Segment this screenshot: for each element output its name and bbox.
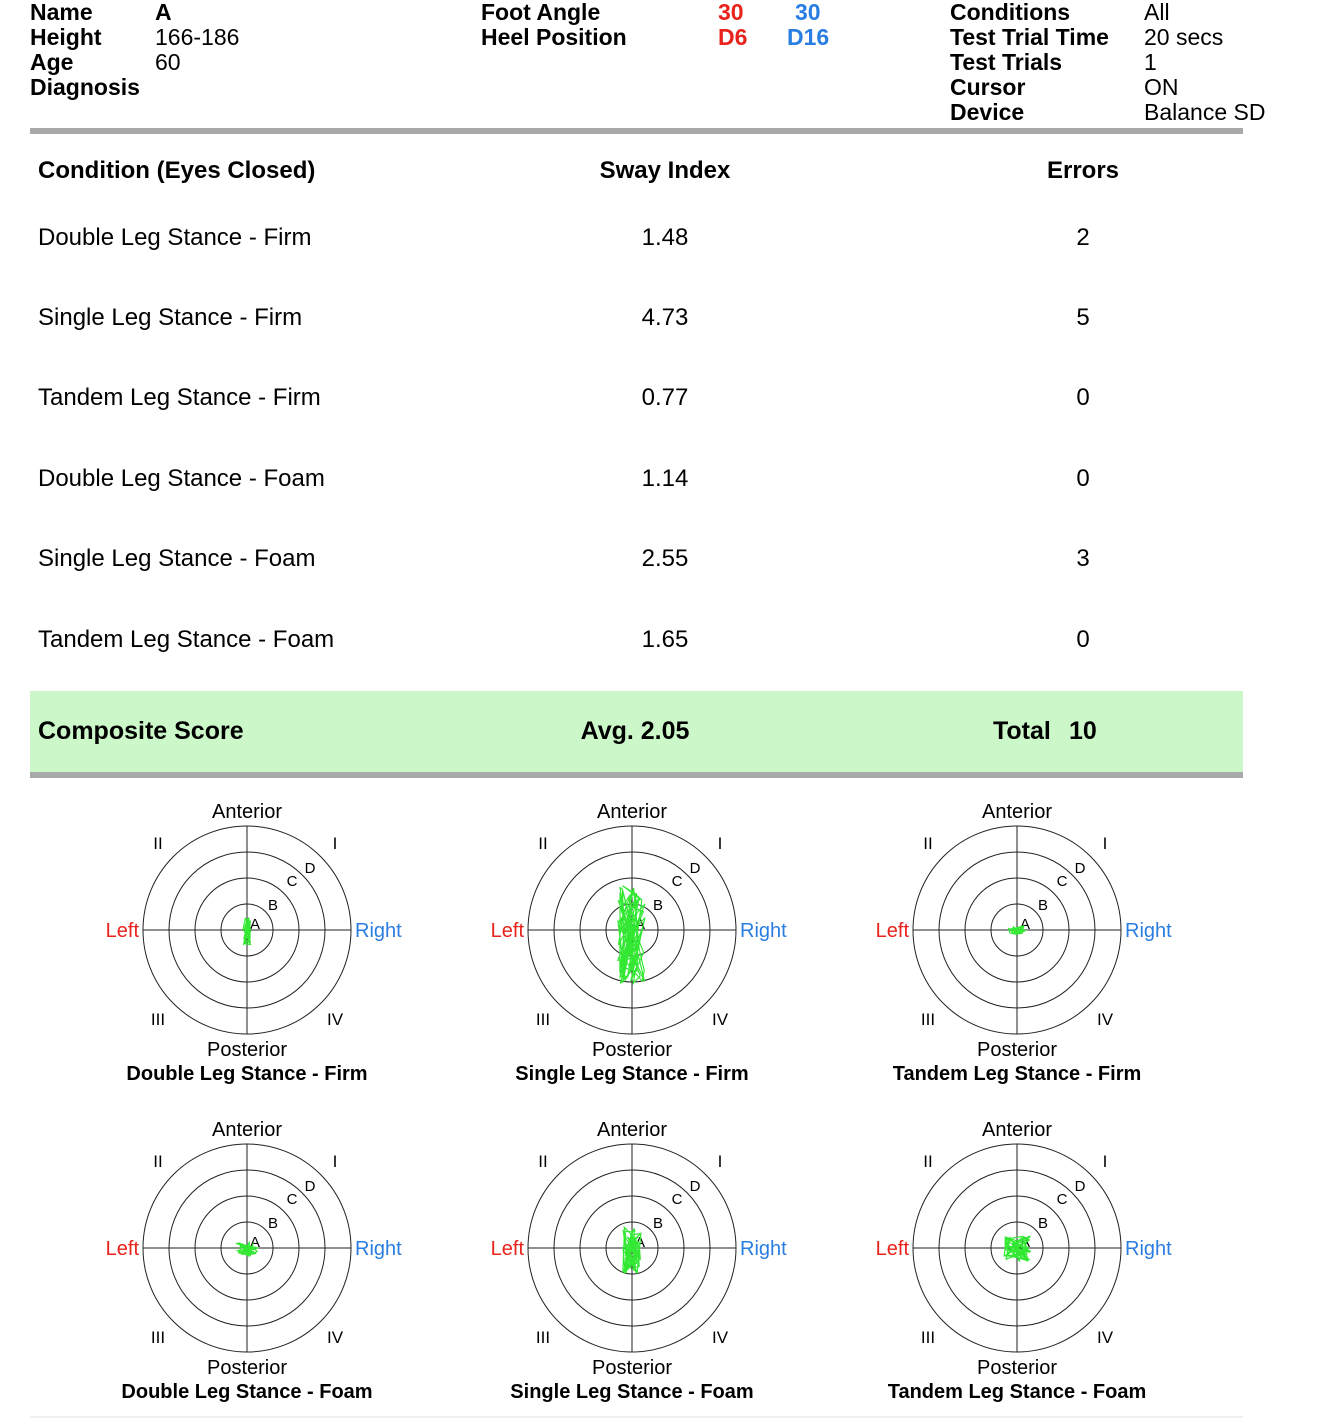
quadrant-iv-label: IV bbox=[1096, 1328, 1114, 1347]
composite-average: Avg. 2.05 bbox=[580, 717, 690, 745]
ring-label-c: C bbox=[286, 1191, 298, 1208]
conditions-label: Conditions bbox=[950, 0, 1071, 25]
errors-cell: 3 bbox=[1076, 545, 1090, 572]
plot-caption: Double Leg Stance - Firm bbox=[126, 1063, 368, 1085]
sway-index-cell: 1.14 bbox=[641, 465, 689, 492]
right-label: Right bbox=[355, 1238, 402, 1260]
anterior-label: Anterior bbox=[981, 1119, 1053, 1141]
plot-caption: Tandem Leg Stance - Firm bbox=[892, 1063, 1142, 1085]
errors-cell: 2 bbox=[1076, 224, 1090, 251]
left-label: Left bbox=[105, 1238, 139, 1260]
ring-label-d: D bbox=[304, 1178, 316, 1195]
sway-trace bbox=[1009, 926, 1026, 934]
quadrant-iii-label: III bbox=[535, 1010, 551, 1029]
foot-angle-left-value: 30 bbox=[718, 0, 744, 25]
stability-plot bbox=[87, 800, 407, 1060]
right-label: Right bbox=[355, 920, 402, 942]
trial-time-label: Test Trial Time bbox=[950, 24, 1109, 50]
ring-label-b: B bbox=[652, 897, 664, 914]
quadrant-i-label: I bbox=[332, 834, 338, 853]
ring-label-a: A bbox=[249, 916, 261, 933]
cursor-label: Cursor bbox=[950, 74, 1026, 100]
ring-label-b: B bbox=[267, 1215, 279, 1232]
ring-label-c: C bbox=[671, 873, 683, 890]
composite-total-value: 10 bbox=[1069, 717, 1097, 745]
height-value: 166-186 bbox=[155, 24, 240, 50]
plot-caption: Single Leg Stance - Firm bbox=[515, 1063, 749, 1085]
device-value: Balance SD bbox=[1144, 99, 1266, 125]
sway-index-column-header: Sway Index bbox=[599, 157, 731, 184]
quadrant-iv-label: IV bbox=[711, 1328, 729, 1347]
condition-cell: Double Leg Stance - Firm bbox=[38, 224, 312, 251]
sway-index-cell: 1.48 bbox=[641, 224, 689, 251]
right-label: Right bbox=[1125, 1238, 1172, 1260]
quadrant-ii-label: II bbox=[923, 1152, 933, 1171]
posterior-label: Posterior bbox=[206, 1039, 288, 1060]
condition-cell: Double Leg Stance - Foam bbox=[38, 465, 325, 492]
name-label: Name bbox=[30, 0, 93, 25]
errors-cell: 0 bbox=[1076, 626, 1090, 653]
diagnosis-label: Diagnosis bbox=[30, 74, 140, 100]
composite-total-label: Total bbox=[993, 717, 1051, 745]
posterior-label: Posterior bbox=[976, 1039, 1058, 1060]
composite-score-label: Composite Score bbox=[38, 717, 244, 745]
plot-caption: Double Leg Stance - Foam bbox=[121, 1381, 373, 1403]
ring-label-c: C bbox=[1056, 1191, 1068, 1208]
footer-divider bbox=[30, 1416, 1243, 1418]
sway-trace bbox=[618, 886, 645, 984]
condition-cell: Single Leg Stance - Foam bbox=[38, 545, 316, 572]
sway-index-cell: 4.73 bbox=[641, 304, 689, 331]
conditions-value: All bbox=[1144, 0, 1170, 25]
plot-caption: Single Leg Stance - Foam bbox=[510, 1381, 754, 1403]
stability-plot bbox=[472, 1118, 792, 1378]
test-trials-label: Test Trials bbox=[950, 49, 1063, 75]
quadrant-ii-label: II bbox=[153, 834, 163, 853]
ring-label-b: B bbox=[1037, 897, 1049, 914]
quadrant-iv-label: IV bbox=[1096, 1010, 1114, 1029]
ring-label-c: C bbox=[1056, 873, 1068, 890]
condition-cell: Tandem Leg Stance - Firm bbox=[38, 384, 321, 411]
test-trials-value: 1 bbox=[1144, 49, 1157, 75]
ring-label-d: D bbox=[304, 860, 316, 877]
stability-plot bbox=[857, 1118, 1177, 1378]
ring-label-a: A bbox=[634, 916, 646, 933]
anterior-label: Anterior bbox=[596, 1119, 668, 1141]
ring-label-a: A bbox=[634, 1234, 646, 1251]
quadrant-iii-label: III bbox=[920, 1328, 936, 1347]
sway-index-cell: 1.65 bbox=[641, 626, 689, 653]
left-label: Left bbox=[490, 920, 524, 942]
left-label: Left bbox=[105, 920, 139, 942]
errors-cell: 0 bbox=[1076, 465, 1090, 492]
anterior-label: Anterior bbox=[596, 801, 668, 823]
quadrant-iii-label: III bbox=[535, 1328, 551, 1347]
sway-trace bbox=[1004, 1236, 1031, 1261]
quadrant-i-label: I bbox=[332, 1152, 338, 1171]
ring-label-d: D bbox=[689, 1178, 701, 1195]
composite-divider bbox=[30, 772, 1243, 778]
errors-cell: 0 bbox=[1076, 384, 1090, 411]
quadrant-iii-label: III bbox=[150, 1010, 166, 1029]
anterior-label: Anterior bbox=[211, 801, 283, 823]
ring-label-b: B bbox=[652, 1215, 664, 1232]
ring-label-a: A bbox=[249, 1234, 261, 1251]
heel-position-right-value: D16 bbox=[787, 24, 830, 50]
left-label: Left bbox=[875, 920, 909, 942]
cursor-value: ON bbox=[1144, 74, 1179, 100]
name-value: A bbox=[155, 0, 172, 25]
right-label: Right bbox=[740, 1238, 787, 1260]
age-value: 60 bbox=[155, 49, 181, 75]
ring-label-b: B bbox=[267, 897, 279, 914]
trial-time-value: 20 secs bbox=[1144, 24, 1224, 50]
anterior-label: Anterior bbox=[211, 1119, 283, 1141]
ring-label-a: A bbox=[1019, 916, 1031, 933]
posterior-label: Posterior bbox=[976, 1357, 1058, 1378]
quadrant-i-label: I bbox=[717, 834, 723, 853]
anterior-label: Anterior bbox=[981, 801, 1053, 823]
right-label: Right bbox=[1125, 920, 1172, 942]
condition-column-header: Condition (Eyes Closed) bbox=[38, 157, 316, 184]
height-label: Height bbox=[30, 24, 102, 50]
left-label: Left bbox=[875, 1238, 909, 1260]
ring-label-d: D bbox=[1074, 860, 1086, 877]
ring-label-d: D bbox=[1074, 1178, 1086, 1195]
sway-index-cell: 2.55 bbox=[641, 545, 689, 572]
quadrant-iv-label: IV bbox=[711, 1010, 729, 1029]
stability-plot bbox=[472, 800, 792, 1060]
errors-column-header: Errors bbox=[1046, 157, 1120, 184]
quadrant-iv-label: IV bbox=[326, 1010, 344, 1029]
quadrant-ii-label: II bbox=[538, 834, 548, 853]
quadrant-ii-label: II bbox=[153, 1152, 163, 1171]
right-label: Right bbox=[740, 920, 787, 942]
sway-index-cell: 0.77 bbox=[641, 384, 689, 411]
ring-label-d: D bbox=[689, 860, 701, 877]
posterior-label: Posterior bbox=[591, 1357, 673, 1378]
quadrant-i-label: I bbox=[1102, 834, 1108, 853]
ring-label-b: B bbox=[1037, 1215, 1049, 1232]
header-divider bbox=[30, 128, 1243, 134]
device-label: Device bbox=[950, 99, 1025, 125]
errors-cell: 5 bbox=[1076, 304, 1090, 331]
quadrant-ii-label: II bbox=[923, 834, 933, 853]
quadrant-i-label: I bbox=[717, 1152, 723, 1171]
quadrant-iii-label: III bbox=[150, 1328, 166, 1347]
ring-label-c: C bbox=[671, 1191, 683, 1208]
quadrant-iii-label: III bbox=[920, 1010, 936, 1029]
posterior-label: Posterior bbox=[206, 1357, 288, 1378]
ring-label-a: A bbox=[1019, 1234, 1031, 1251]
quadrant-iv-label: IV bbox=[326, 1328, 344, 1347]
condition-cell: Single Leg Stance - Firm bbox=[38, 304, 303, 331]
quadrant-i-label: I bbox=[1102, 1152, 1108, 1171]
left-label: Left bbox=[490, 1238, 524, 1260]
foot-angle-label: Foot Angle bbox=[481, 0, 601, 25]
heel-position-label: Heel Position bbox=[481, 24, 627, 50]
stability-plot bbox=[87, 1118, 407, 1378]
condition-cell: Tandem Leg Stance - Foam bbox=[38, 626, 335, 653]
posterior-label: Posterior bbox=[591, 1039, 673, 1060]
ring-label-c: C bbox=[286, 873, 298, 890]
foot-angle-right-value: 30 bbox=[795, 0, 821, 25]
plot-caption: Tandem Leg Stance - Foam bbox=[887, 1381, 1147, 1403]
quadrant-ii-label: II bbox=[538, 1152, 548, 1171]
age-label: Age bbox=[30, 49, 74, 75]
stability-plot bbox=[857, 800, 1177, 1060]
heel-position-left-value: D6 bbox=[718, 24, 748, 50]
